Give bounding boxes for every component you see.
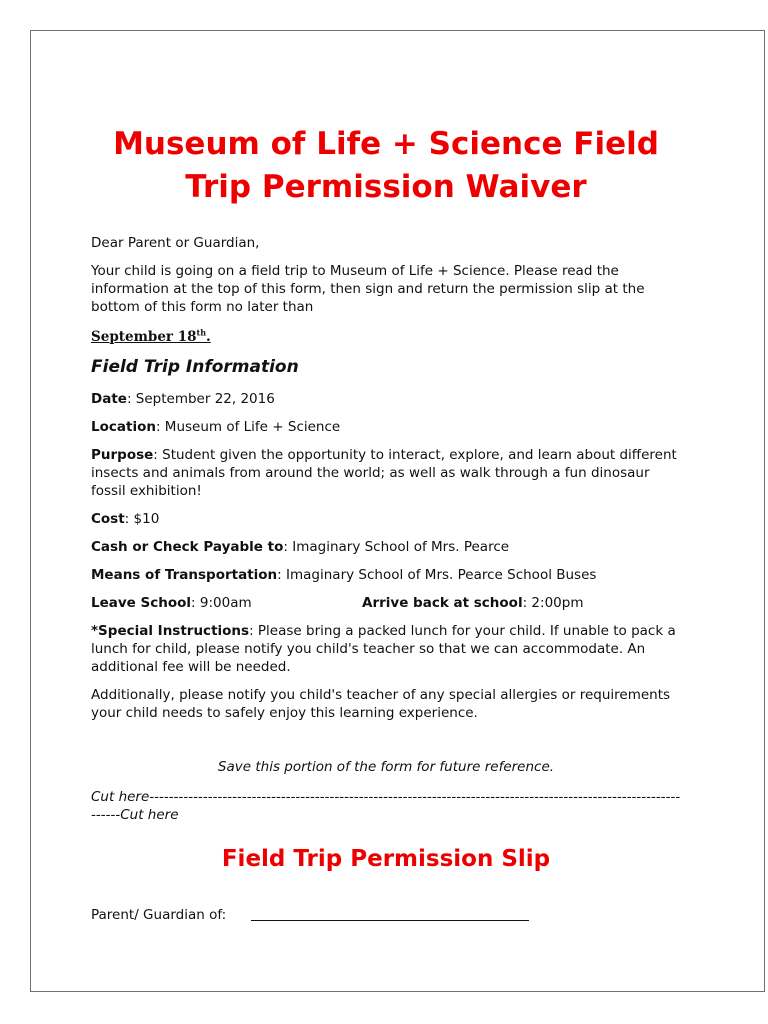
leave-value: : 9:00am bbox=[191, 595, 252, 611]
cost-value: : $10 bbox=[124, 511, 160, 527]
save-note: Save this portion of the form for future reference. bbox=[217, 759, 555, 775]
special-label: *Special Instructions bbox=[91, 623, 250, 639]
purpose-row bbox=[91, 446, 681, 500]
purpose-label: Purpose bbox=[91, 447, 154, 463]
location-row bbox=[91, 418, 681, 436]
cut-end: Cut here bbox=[120, 807, 179, 823]
guardian-name-blank[interactable] bbox=[251, 906, 529, 921]
leave-label: Leave School bbox=[91, 595, 192, 611]
cut-dashes: ------------------------------------------------------------------------------------------------------------------- bbox=[91, 789, 681, 823]
document-page bbox=[30, 30, 765, 992]
intro-paragraph: Your child is going on a field trip to Museum of Life + Science. Please read the information at the top of this form, then sign and return the permission slip at the bottom of this form no later than bbox=[91, 263, 645, 315]
guardian-label: Parent/ Guardian of: bbox=[91, 907, 227, 923]
guardian-field-row bbox=[91, 906, 681, 924]
cost-label: Cost bbox=[91, 511, 125, 527]
deadline-date-suffix: th bbox=[196, 327, 207, 338]
schedule-row bbox=[91, 594, 681, 612]
page-title: Museum of Life + Science Field Trip Permission Waiver bbox=[113, 126, 659, 205]
arrive-value: : 2:00pm bbox=[522, 595, 584, 611]
arrive-back bbox=[362, 594, 583, 612]
date-row bbox=[91, 390, 681, 408]
cut-line bbox=[91, 788, 681, 824]
deadline-date bbox=[91, 328, 681, 346]
greeting: Dear Parent or Guardian, bbox=[91, 235, 260, 251]
additional-paragraph: Additionally, please notify you child's teacher of any special allergies or requirements your child needs to safely enjoy this learning experience. bbox=[91, 687, 671, 721]
payable-row bbox=[91, 538, 681, 556]
special-value: : Please bring a packed lunch for your child. If unable to pack a lunch for child, please notify you child's teacher so that we can accommodate. An additional fee will be needed. bbox=[91, 623, 676, 675]
document-content bbox=[91, 123, 681, 924]
cost-row bbox=[91, 510, 681, 528]
deadline-date-text: September 18 bbox=[91, 329, 197, 345]
location-label: Location bbox=[91, 419, 156, 435]
date-label: Date bbox=[91, 391, 127, 407]
location-value: : Museum of Life + Science bbox=[155, 419, 341, 435]
cut-start: Cut here bbox=[91, 789, 150, 805]
transport-label: Means of Transportation bbox=[91, 567, 278, 583]
payable-label: Cash or Check Payable to bbox=[91, 539, 284, 555]
transport-value: : Imaginary School of Mrs. Pearce School Buses bbox=[277, 567, 597, 583]
date-value: : September 22, 2016 bbox=[126, 391, 275, 407]
special-instructions-row bbox=[91, 622, 681, 676]
permission-slip-title: Field Trip Permission Slip bbox=[221, 846, 551, 872]
deadline-date-end: . bbox=[206, 329, 211, 345]
purpose-value: : Student given the opportunity to interact, explore, and learn about different insects and animals from around the world; as well as walk through a fun dinosaur fossil exhibition! bbox=[91, 447, 677, 499]
arrive-label: Arrive back at school bbox=[362, 595, 523, 611]
leave-school bbox=[91, 594, 362, 612]
transport-row bbox=[91, 566, 681, 584]
field-trip-info-heading: Field Trip Information bbox=[91, 357, 299, 377]
payable-value: : Imaginary School of Mrs. Pearce bbox=[283, 539, 510, 555]
